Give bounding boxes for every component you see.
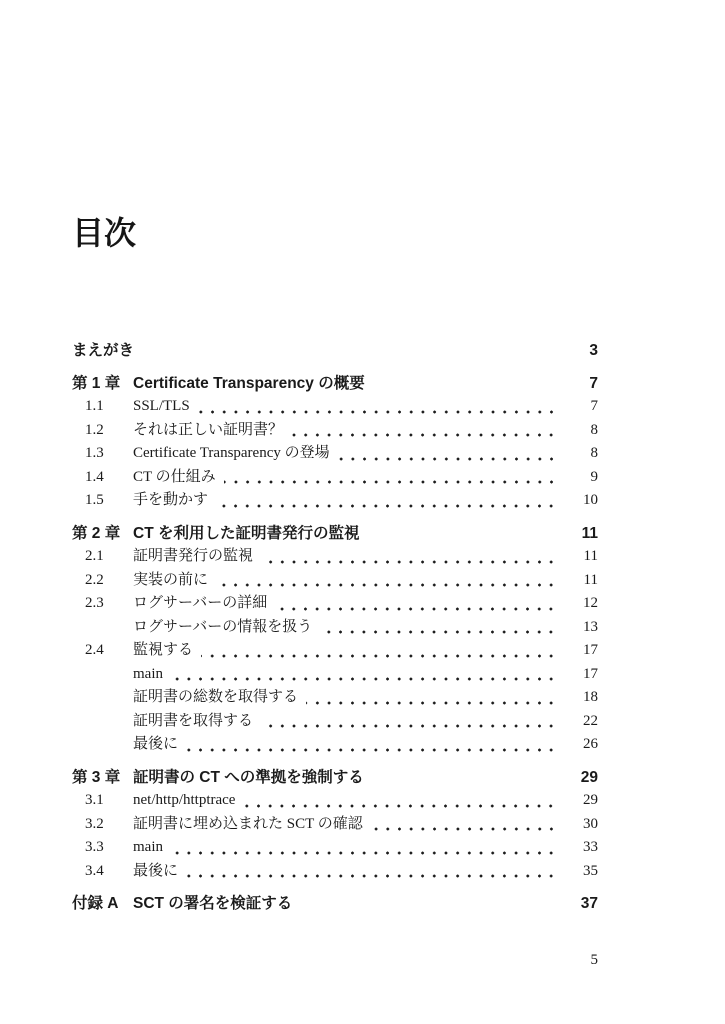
toc-row [72, 836, 598, 860]
toc-entry-page: 29 [583, 792, 598, 808]
toc-row [72, 663, 598, 687]
toc-row [72, 686, 598, 710]
toc-leader-dots [243, 789, 558, 813]
toc-entry-label: net/http/httptrace [133, 792, 236, 808]
toc-entry-label: 手を動かす [133, 492, 209, 508]
toc-entry-label: それは正しい証明書？ [133, 421, 284, 438]
toc-leader-dots [373, 372, 558, 396]
toc-row [72, 892, 598, 916]
toc-entry-page: 18 [583, 689, 598, 705]
toc-entry-label: 証明書の総数を取得する [133, 689, 299, 705]
toc-leader-dots [186, 860, 558, 884]
toc-entry-page: 26 [583, 736, 598, 752]
toc-row [72, 419, 598, 443]
toc-entry-label: Certificate Transparency の登場 [133, 445, 330, 461]
toc-entry-label: まえがき [72, 342, 135, 359]
toc-entry-label: 最後に [133, 862, 179, 879]
toc-row [72, 442, 598, 466]
toc-leader-dots [142, 339, 558, 363]
toc-entry-page: 29 [580, 768, 598, 786]
toc-entry-label: 証明書に埋め込まれた SCT の確認 [133, 815, 363, 832]
toc-entry-number: 2.2 [85, 571, 104, 588]
toc-entry-page: 13 [583, 618, 598, 635]
toc-row [72, 616, 598, 640]
toc-entry-number: 3.4 [85, 862, 104, 879]
toc-entry-label: main [133, 839, 163, 855]
toc-leader-dots [372, 766, 558, 790]
toc-leader-dots [224, 466, 558, 490]
toc-leader-dots [291, 419, 558, 443]
toc-entry-label: 証明書発行の監視 [133, 548, 254, 564]
toc-entry-label: ログサーバーの情報を扱う [133, 618, 313, 635]
toc-entry-page: 11 [581, 524, 598, 542]
toc-row [72, 639, 598, 663]
toc-entry-number: 第 2 章 [72, 524, 121, 542]
toc-row [72, 710, 598, 734]
toc-leader-dots [201, 639, 558, 663]
toc-entry-page: 17 [583, 665, 598, 682]
toc-entry-number: 1.5 [85, 492, 104, 508]
toc-row [72, 860, 598, 884]
toc-entry-number: 1.3 [85, 445, 104, 461]
toc-entry-label: 監視する [133, 642, 194, 658]
toc-entry-page: 3 [589, 342, 598, 359]
toc-list [72, 339, 598, 916]
toc-entry-page: 35 [583, 862, 598, 879]
toc-leader-dots [275, 592, 558, 616]
toc-row [72, 489, 598, 513]
toc-entry-page: 10 [583, 492, 598, 508]
toc-entry-number: 2.3 [85, 595, 104, 611]
toc-entry-page: 7 [590, 398, 598, 414]
toc-leader-dots [216, 569, 558, 593]
toc-leader-dots [306, 686, 558, 710]
toc-entry-label: CT を利用した証明書発行の監視 [133, 524, 360, 542]
toc-row [72, 733, 598, 757]
toc-leader-dots [338, 442, 558, 466]
toc-row [72, 466, 598, 490]
toc-entry-page: 33 [583, 839, 598, 855]
page-title: 目次 [72, 215, 137, 251]
toc-row [72, 545, 598, 569]
toc-entry-number: 第 3 章 [72, 768, 121, 786]
toc-entry-number: 2.4 [85, 642, 104, 658]
toc-row [72, 339, 598, 363]
toc-row [72, 789, 598, 813]
toc-entry-number: 1.1 [85, 398, 104, 414]
toc-entry-page: 7 [589, 374, 598, 392]
folio-page-number: 5 [590, 951, 598, 968]
toc-entry-number: 1.2 [85, 421, 104, 438]
toc-entry-number: 3.2 [85, 815, 104, 832]
toc-entry-label: main [133, 665, 163, 682]
toc-entry-page: 30 [583, 815, 598, 832]
toc-entry-label: 証明書を取得する [133, 712, 254, 729]
toc-entry-page: 8 [590, 421, 598, 438]
toc-entry-number: 2.1 [85, 548, 104, 564]
toc-leader-dots [216, 489, 558, 513]
toc-leader-dots [198, 395, 558, 419]
toc-entry-page: 12 [583, 595, 598, 611]
toc-row [72, 569, 598, 593]
toc-entry-label: SSL/TLS [133, 398, 190, 414]
toc-row [72, 592, 598, 616]
toc-entry-page: 9 [590, 468, 598, 485]
toc-content [0, 214, 725, 970]
toc-leader-dots [367, 522, 558, 546]
toc-entry-label: 実装の前に [133, 571, 209, 588]
toc-entry-page: 11 [583, 548, 598, 564]
toc-entry-page: 17 [583, 642, 598, 658]
toc-entry-number: 1.4 [85, 468, 104, 485]
toc-leader-dots [261, 710, 558, 734]
toc-row [72, 372, 598, 396]
toc-row [72, 395, 598, 419]
toc-leader-dots [320, 616, 558, 640]
toc-leader-dots [171, 663, 558, 687]
toc-entry-label: SCT の署名を検証する [133, 895, 293, 912]
toc-entry-page: 22 [583, 712, 598, 729]
toc-row [72, 813, 598, 837]
toc-entry-page: 11 [583, 571, 598, 588]
toc-entry-label: 証明書の CT への準拠を強制する [133, 768, 364, 786]
toc-entry-page: 37 [580, 895, 598, 912]
toc-entry-label: ログサーバーの詳細 [133, 595, 268, 611]
toc-leader-dots [300, 892, 558, 916]
toc-entry-number: 第 1 章 [72, 374, 121, 392]
toc-entry-number: 付録 A [72, 895, 119, 912]
toc-entry-number: 3.1 [85, 792, 104, 808]
toc-entry-label: 最後に [133, 736, 179, 752]
toc-leader-dots [371, 813, 558, 837]
toc-entry-label: CT の仕組み [133, 468, 216, 485]
toc-leader-dots [186, 733, 558, 757]
toc-entry-page: 8 [590, 445, 598, 461]
toc-row [72, 766, 598, 790]
toc-row [72, 522, 598, 546]
toc-entry-label: Certificate Transparency の概要 [133, 374, 365, 392]
toc-leader-dots [171, 836, 558, 860]
toc-leader-dots [261, 545, 558, 569]
toc-entry-number: 3.3 [85, 839, 104, 855]
